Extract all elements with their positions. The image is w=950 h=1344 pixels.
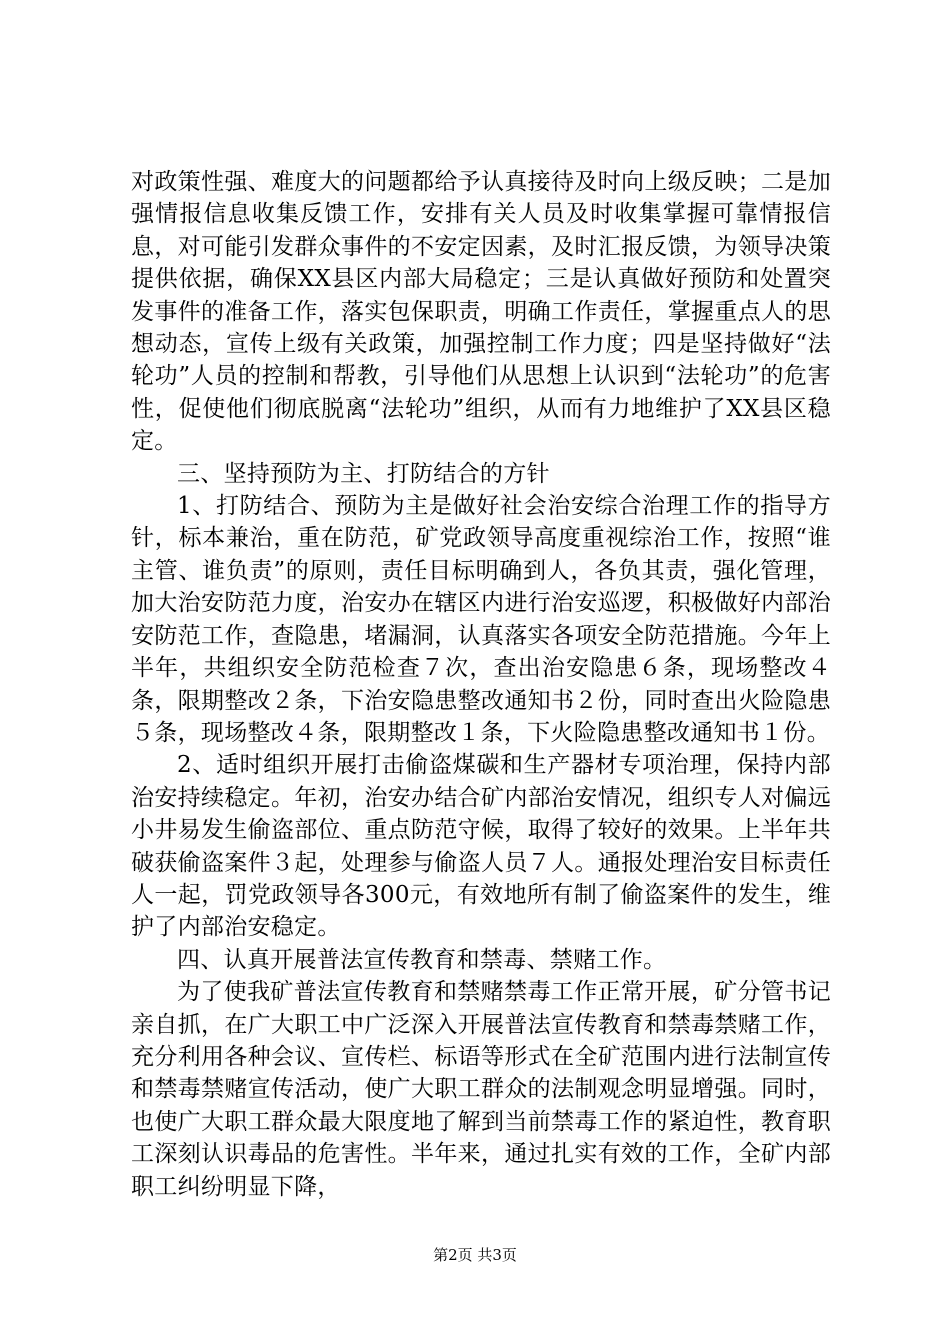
paragraph-continued: 对政策性强、难度大的问题都给予认真接待及时向上级反映；二是加强情报信息收集反馈工作，安排有关人员及时收集掌握可靠情报信息，对可能引发群众事件的不安定因素，及时汇报反馈，为领导决策提供依据，确保XX县区内部大局稳定；三是认真做好预防和处置突发事件的准备工作，落实包保职责，明确工作责任，掌握重点人的思想动态，宣传上级有关政策，加强控制工作力度；四是坚持做好“法轮功”人员的控制和帮教，引导他们从思想上认识到“法轮功”的危害性，促使他们彻底脱离“法轮功”组织，从而有力地维护了XX县区稳定。: [131, 169, 831, 455]
document-body: [131, 166, 831, 1203]
section-heading-3: 三、坚持预防为主、打防结合的方针: [177, 460, 550, 487]
section-heading-4: 四、认真开展普法宣传教育和禁毒、禁赌工作。: [177, 946, 667, 973]
paragraph-item-2: 2、适时组织开展打击偷盗煤碳和生产器材专项治理，保持内部治安持续稳定。年初，治安办结合矿内部治安情况，组织专人对偏远小井易发生偷盗部位、重点防范守候，取得了较好的效果。上半年共破获偷盗案件３起，处理参与偷盗人员７人。通报处理治安目标责任人一起，罚党政领导各300元，有效地所有制了偷盗案件的发生，维护了内部治安稳定。: [131, 752, 831, 941]
paragraph-item-1: 1、打防结合、预防为主是做好社会治安综合治理工作的指导方针，标本兼治，重在防范，矿党政领导高度重视综治工作，按照“谁主管、谁负责”的原则，责任目标明确到人，各负其责，强化管理，加大治安防范力度，治安办在辖区内进行治安巡逻，积极做好内部治安防范工作，查隐患，堵漏洞，认真落实各项安全防范措施。今年上半年，共组织安全防范检查７次，查出治安隐患６条，现场整改４条，限期整改２条，下治安隐患整改通知书２份，同时查出火险隐患５条，现场整改４条，限期整改１条，下火险隐患整改通知书１份。: [131, 493, 831, 746]
paragraph-section-4: 为了使我矿普法宣传教育和禁赌禁毒工作正常开展，矿分管书记亲自抓，在广大职工中广泛深入开展普法宣传教育和禁毒禁赌工作，充分利用各种会议、宣传栏、标语等形式在全矿范围内进行法制宣传和禁毒禁赌宣传活动，使广大职工群众的法制观念明显增强。同时，也使广大职工群众最大限度地了解到当前禁毒工作的紧迫性，教育职工深刻认识毒品的危害性。半年来，通过扎实有效的工作，全矿内部职工纠纷明显下降，: [131, 979, 831, 1200]
page-footer: 第2页 共3页: [433, 1246, 517, 1264]
